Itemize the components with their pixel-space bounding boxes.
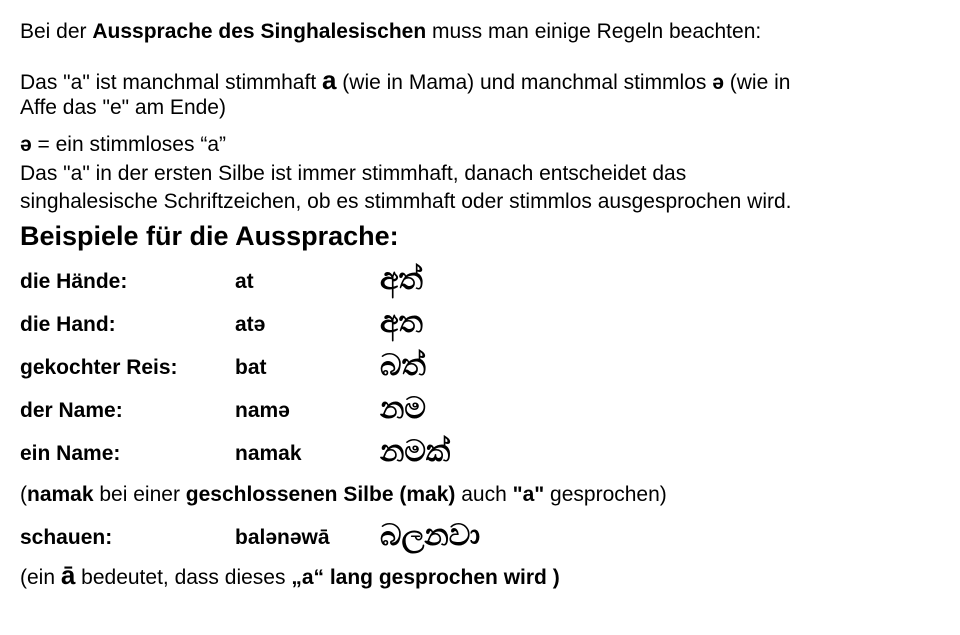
example-german: ein Name: [20, 442, 121, 465]
intro-text-2: muss man einige Regeln beachten: [426, 20, 762, 43]
long-note-text-1: (ein [20, 566, 61, 589]
example-row [20, 434, 920, 471]
intro-text-1: Bei der [20, 20, 93, 43]
example-german: der Name: [20, 399, 123, 422]
namak-note-text-2: bei einer [93, 483, 186, 506]
long-a-symbol: ā [60, 560, 76, 590]
example-roman: bat [235, 356, 267, 379]
voicing-text-2: (wie in Mama) und manchmal stimmlos [336, 71, 713, 94]
namak-note-word: namak [27, 483, 94, 506]
rule-text-1: Das "a" in der ersten Silbe ist immer stimmhaft, danach entscheidet das [20, 162, 687, 185]
namak-note-a: "a" [512, 483, 545, 506]
example-roman: namə [235, 399, 290, 422]
long-vowel-note [20, 561, 560, 592]
intro-line [20, 18, 761, 46]
voicing-text-4: Affe das "e" am Ende) [20, 96, 226, 119]
voicing-text-1: Das "a" ist manchmal stimmhaft [20, 71, 322, 94]
voicing-line-1 [20, 66, 790, 97]
schwa-note-symbol: ə [20, 133, 32, 156]
intro-highlight: Aussprache des Singhalesischen [92, 20, 427, 43]
voiced-a-symbol: a [322, 65, 337, 95]
namak-note [20, 481, 667, 509]
voicing-line-2 [20, 94, 226, 122]
long-note-text-3: „a“ lang gesprochen wird ) [291, 566, 560, 589]
example-sinhala: නමක් [380, 434, 451, 469]
schwa-symbol: ə [712, 71, 724, 94]
rule-line-1 [20, 160, 686, 188]
example-roman: balənəwā [235, 526, 330, 549]
example-row [20, 391, 920, 428]
example-german: die Hand: [20, 313, 116, 336]
example-roman: atə [235, 313, 266, 336]
namak-note-text-3: auch [455, 483, 513, 506]
schwa-note [20, 131, 226, 159]
example-roman: namak [235, 442, 302, 465]
namak-note-syllable: geschlossenen Silbe (mak) [185, 483, 456, 506]
examples-heading: Beispiele für die Aussprache: [20, 221, 399, 251]
example-row [20, 262, 920, 299]
example-german: die Hände: [20, 270, 128, 293]
example-sinhala: බලනවා [380, 518, 481, 553]
example-sinhala: බත් [380, 348, 426, 383]
example-row-schauen [20, 518, 920, 555]
example-german: schauen: [20, 526, 113, 549]
example-row [20, 305, 920, 342]
namak-note-text-1: ( [20, 483, 27, 506]
namak-note-text-4: gesprochen) [544, 483, 667, 506]
schwa-note-text: = ein stimmloses “a” [31, 133, 226, 156]
example-roman: at [235, 270, 254, 293]
example-sinhala: අත් [380, 262, 423, 297]
example-sinhala: නම [380, 391, 426, 426]
rule-line-2 [20, 188, 792, 216]
long-note-text-2: bedeutet, dass dieses [75, 566, 292, 589]
example-german: gekochter Reis: [20, 356, 178, 379]
voicing-text-3: (wie in [723, 71, 791, 94]
example-sinhala: අත [380, 305, 423, 340]
rule-text-2: singhalesische Schriftzeichen, ob es stimmhaft oder stimmlos ausgesprochen wird. [20, 190, 792, 213]
example-row [20, 348, 920, 385]
